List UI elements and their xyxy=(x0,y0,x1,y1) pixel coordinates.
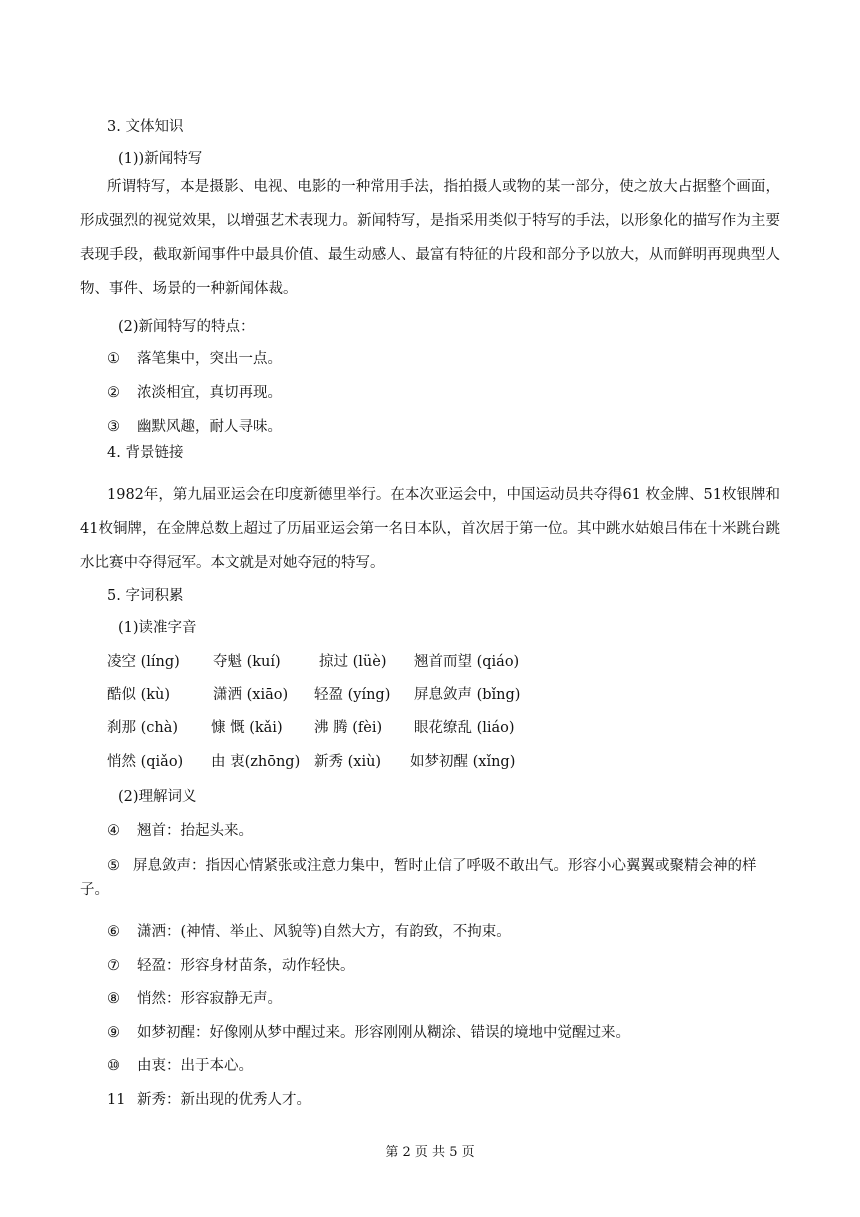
pinyin-word: 刹那 (chà) xyxy=(107,720,179,736)
news-feature-paragraph xyxy=(80,170,780,306)
news-feature-text: 所谓特写，本是摄影、电视、电影的一种常用手法，指拍摄人或物的某一部分，使之放大占据整个画面，形成强烈的视觉效果，以增强艺术表现力。新闻特写，是指采用类似于特写的手法，以形象化的描写作为主要表现手段，截取新闻事件中最具价值、最生动感人、最富有特征的片段和部分予以放大，从而鲜明再现典型人物、事件、场景的一种新闻体裁。 xyxy=(80,179,780,297)
definition-item xyxy=(107,1023,630,1043)
pinyin-word: 由 衷(zhōng) xyxy=(211,754,301,770)
pinyin-word: 酷似 (kù) xyxy=(107,687,171,703)
item-number: ⑤ xyxy=(107,858,120,874)
item-text: 屏息敛声：指因心情紧张或注意力集中，暂时止信了呼吸不敢出气。形容小心翼翼或聚精会神的样子。 xyxy=(80,858,757,898)
item-number: 11 xyxy=(107,1092,126,1108)
definition-item xyxy=(107,956,355,976)
list-item xyxy=(107,383,282,403)
section-3-1-title: (1))新闻特写 xyxy=(118,151,203,167)
section-5-title: 5. 字词积累 xyxy=(107,588,184,604)
page-footer: 第 2 页 共 5 页 xyxy=(385,1145,475,1160)
item-number: ④ xyxy=(107,823,120,839)
background-paragraph xyxy=(80,478,780,580)
definition-item xyxy=(107,1090,311,1110)
item-number: ⑧ xyxy=(107,991,120,1007)
item-text: 悄然：形容寂静无声。 xyxy=(137,991,282,1007)
item-text: 落笔集中，突出一点。 xyxy=(137,351,282,367)
item-text: 幽默风趣，耐人寻味。 xyxy=(137,419,282,435)
section-5-1-title: (1)读准字音 xyxy=(118,620,197,636)
item-text: 由衷：出于本心。 xyxy=(137,1058,253,1074)
definition-item xyxy=(107,989,282,1009)
item-text: 新秀：新出现的优秀人才。 xyxy=(137,1092,311,1108)
pinyin-word: 凌空 (líng) xyxy=(107,654,180,670)
item-number: ⑨ xyxy=(107,1025,120,1041)
section-5-2-title: (2)理解词义 xyxy=(118,789,197,805)
pinyin-word: 轻盈 (yíng) xyxy=(314,687,391,703)
item-number: ⑦ xyxy=(107,958,120,974)
pinyin-word: 掠过 (lüè) xyxy=(319,654,387,670)
pinyin-word: 慷 慨 (kǎi) xyxy=(211,720,283,736)
pinyin-word: 夺魁 (kuí) xyxy=(213,654,281,670)
definition-item xyxy=(107,922,511,942)
item-text: 翘首：抬起头来。 xyxy=(137,823,253,839)
definition-item xyxy=(80,854,780,902)
item-number: ⑥ xyxy=(107,924,120,940)
item-number: ② xyxy=(107,385,120,401)
section-4-title: 4. 背景链接 xyxy=(107,445,184,461)
item-text: 如梦初醒：好像刚从梦中醒过来。形容刚刚从糊涂、错误的境地中觉醒过来。 xyxy=(137,1025,630,1041)
background-text: 1982年，第九届亚运会在印度新德里举行。在本次亚运会中，中国运动员共夺得61 枚金牌、51枚银牌和41枚铜牌，在金牌总数上超过了历届亚运会第一名日本队，首次居于第一位。其中跳水姑娘吕伟在十米跳台跳水比赛中夺得冠军。本文就是对她夺冠的特写。 xyxy=(80,487,780,571)
pinyin-word: 沸 腾 (fèi) xyxy=(314,720,383,736)
pinyin-word: 翘首而望 (qiáo) xyxy=(414,654,520,670)
pinyin-word: 潇洒 (xiāo) xyxy=(213,687,289,703)
item-number: ① xyxy=(107,351,120,367)
pinyin-word: 屏息敛声 (bǐng) xyxy=(414,687,521,703)
item-text: 轻盈：形容身材苗条，动作轻快。 xyxy=(137,958,355,974)
item-text: 浓淡相宜，真切再现。 xyxy=(137,385,282,401)
definition-item xyxy=(107,821,253,841)
item-number: ③ xyxy=(107,419,120,435)
section-3-title: 3. 文体知识 xyxy=(107,119,184,135)
pinyin-word: 眼花缭乱 (liáo) xyxy=(414,720,515,736)
section-3-2-title: (2)新闻特写的特点： xyxy=(118,319,255,335)
list-item xyxy=(107,349,282,369)
item-number: ⑩ xyxy=(107,1058,120,1074)
definition-item xyxy=(107,1056,253,1076)
pinyin-word: 如梦初醒 (xǐng) xyxy=(410,754,516,770)
pinyin-word: 新秀 (xiù) xyxy=(314,754,382,770)
item-text: 潇洒：(神情、举止、风貌等)自然大方，有韵致，不拘束。 xyxy=(137,924,511,940)
pinyin-word: 悄然 (qiǎo) xyxy=(107,754,184,770)
list-item xyxy=(107,417,282,437)
